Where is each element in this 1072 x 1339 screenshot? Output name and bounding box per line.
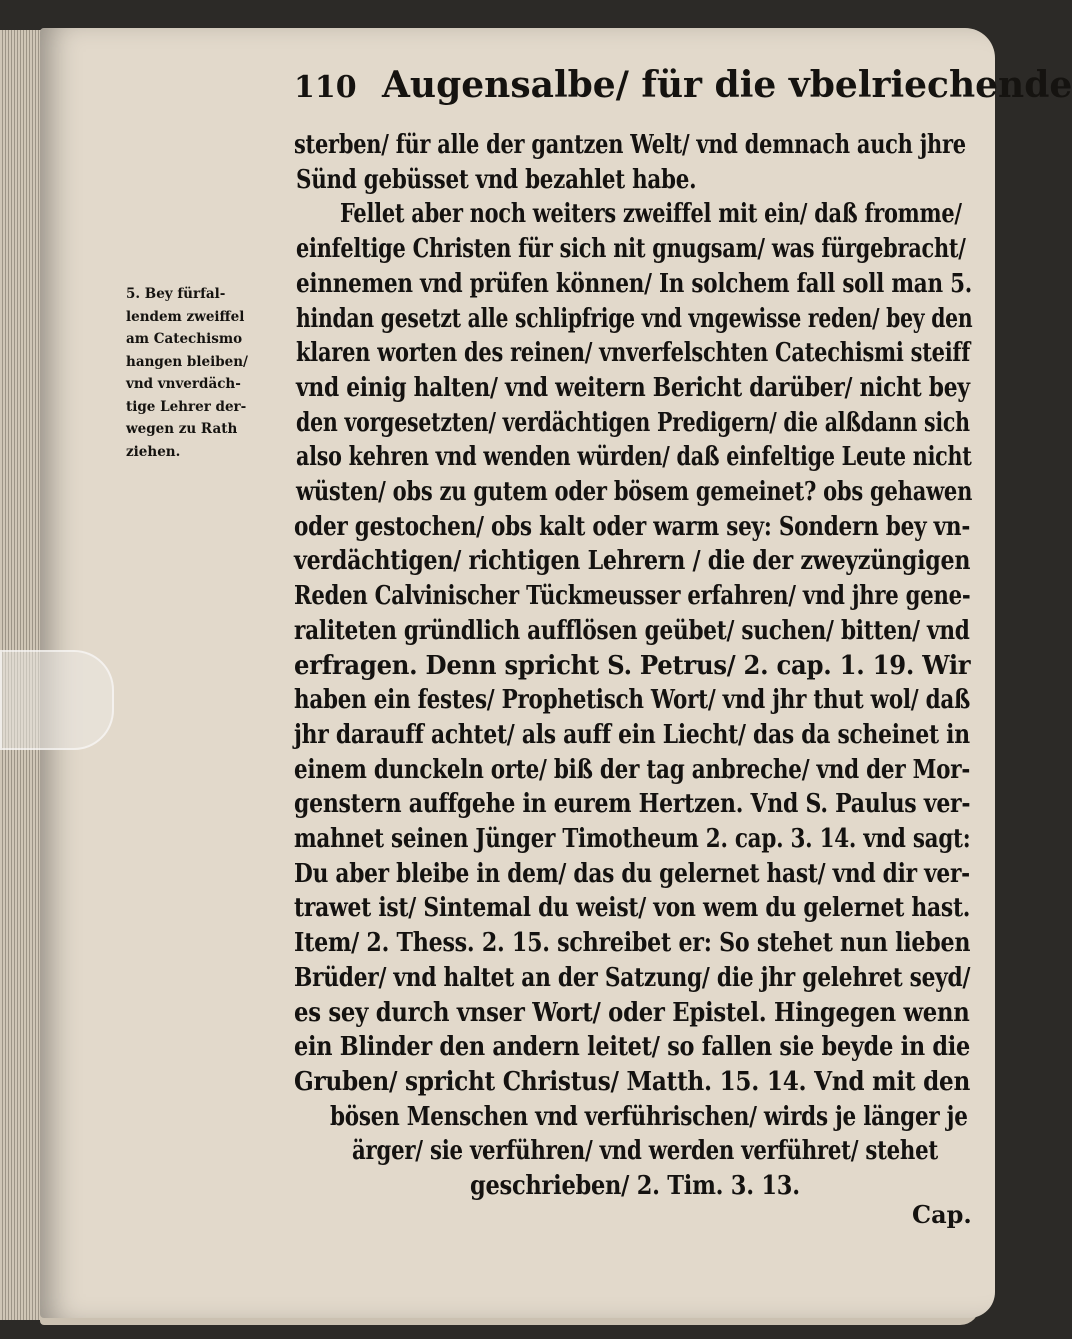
text-line: Item/ 2. Thess. 2. 15. schreibet er: So stehet nun lieben [294, 928, 971, 959]
text-line: Reden Calvinischer Tückmeusser erfahren/ vnd jhre gene- [294, 581, 971, 612]
text-line: einem dunckeln orte/ biß der tag anbreche/ vnd der Mor- [294, 754, 971, 785]
text-line: einfeltige Christen für sich nit gnugsam/ was fürgebracht/ [296, 234, 966, 265]
text-line: Gruben/ spricht Christus/ Matth. 15. 14. Vnd mit den [294, 1066, 971, 1097]
marginal-note-line: ziehen. [126, 443, 181, 460]
page-header [294, 64, 1072, 106]
text-line: ein Blinder den andern leitet/ so fallen sie beyde in die [294, 1032, 971, 1063]
text-line: haben ein festes/ Prophetisch Wort/ vnd jhr thut wol/ daß [294, 685, 971, 716]
text-line: hindan gesetzt alle schlipfrige vnd vngewisse reden/ bey den [296, 303, 973, 334]
marginal-note-line: lendem zweiffel [126, 308, 245, 325]
text-line: geschrieben/ 2. Tim. 3. 13. [470, 1171, 800, 1201]
text-line: raliteten gründlich aufflösen geübet/ suchen/ bitten/ vnd [294, 615, 970, 646]
marginal-note-line: hangen bleiben/ [126, 353, 248, 370]
text-line: es sey durch vnser Wort/ oder Epistel. Hingegen wenn [294, 997, 970, 1028]
text-line: einnemen vnd prüfen können/ In solchem fall soll man 5. [296, 268, 973, 299]
text-line: Sünd gebüsset vnd bezahlet habe. [296, 164, 697, 195]
text-line: bösen Menschen vnd verführischen/ wirds je länger je [330, 1101, 968, 1132]
text-line: mahnet seinen Jünger Timotheum 2. cap. 3. 14. vnd sagt: [294, 824, 971, 854]
text-line: verdächtigen/ richtigen Lehrern / die der zweyzüngigen [294, 546, 971, 577]
text-line: sterben/ für alle der gantzen Welt/ vnd demnach auch jhre [294, 130, 966, 160]
text-line: klaren worten des reinen/ vnverfelschten Catechismi steiff [296, 338, 970, 369]
page-number: 110 [294, 70, 357, 105]
text-line: Brüder/ vnd haltet an der Satzung/ die jhr gelehret seyd/ [294, 962, 971, 993]
page-clip [0, 650, 114, 750]
text-line: vnd einig halten/ vnd weitern Bericht darüber/ nicht bey [296, 372, 970, 403]
running-title: Augensalbe/ für die vbelriechende [382, 64, 1072, 106]
text-line: Fellet aber noch weiters zweiffel mit ein/ daß fromme/ [340, 199, 962, 230]
text-line: ärger/ sie verführen/ vnd werden verführet/ stehet [352, 1136, 938, 1167]
marginal-note-line: tige Lehrer der- [126, 398, 247, 415]
marginal-note-line: am Catechismo [126, 331, 243, 347]
text-line: erfragen. Denn spricht S. Petrus/ 2. cap. 1. 19. Wir [294, 650, 971, 681]
text-line: oder gestochen/ obs kalt oder warm sey: Sondern bey vn- [294, 511, 971, 542]
text-line: den vorgesetzten/ verdächtigen Predigern/ die alßdann sich [296, 407, 970, 438]
marginal-note-line: vnd vnverdäch- [126, 376, 241, 392]
text-line: also kehren vnd wenden würden/ daß einfeltige Leute nicht [296, 442, 972, 473]
text-line: Du aber bleibe in dem/ das du gelernet hast/ vnd dir ver- [294, 858, 970, 889]
text-line: wüsten/ obs zu gutem oder bösem gemeinet? obs gehawen [296, 477, 973, 507]
text-line: trawet ist/ Sintemal du weist/ von wem du gelernet hast. [294, 893, 971, 924]
marginal-note-line: wegen zu Rath [126, 421, 238, 437]
text-line: jhr darauff achtet/ als auff ein Liecht/ das da scheinet in [294, 719, 970, 750]
text-line: genstern auffgehe in eurem Hertzen. Vnd S. Paulus ver- [294, 789, 971, 820]
catchword: Cap. [912, 1200, 972, 1229]
marginal-note-line: 5. Bey fürfal- [126, 286, 226, 302]
